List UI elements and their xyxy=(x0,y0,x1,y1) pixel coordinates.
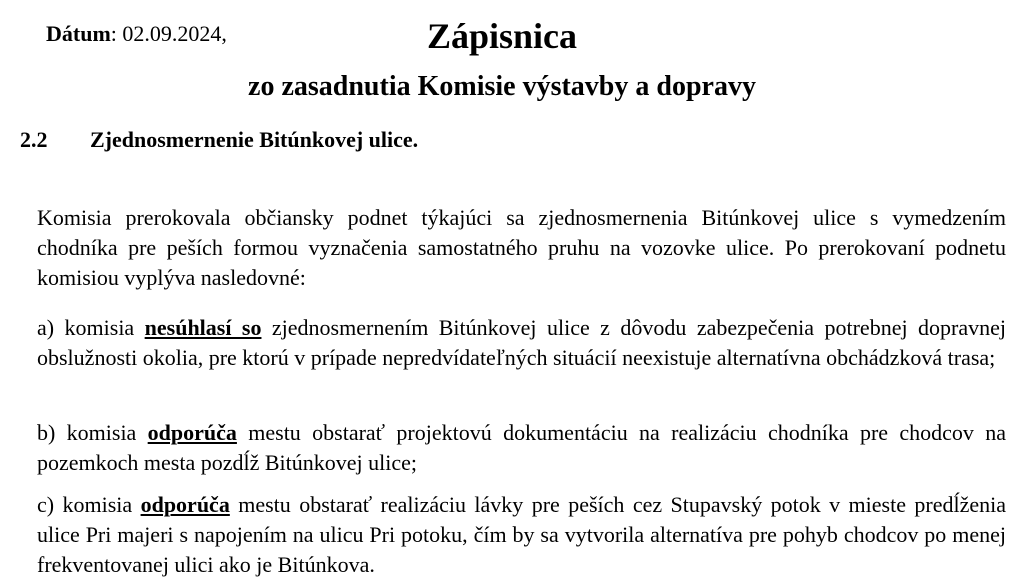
document-title: Zápisnica xyxy=(426,16,578,56)
point-b-emphasis: odporúča xyxy=(147,420,237,445)
section-number: 2.2 xyxy=(20,127,48,152)
paragraph-point-a xyxy=(37,313,1006,373)
point-c-emphasis: odporúča xyxy=(140,492,230,517)
point-c-prefix: c) komisia xyxy=(37,492,141,517)
paragraph-point-b xyxy=(37,418,1006,478)
paragraph-point-c xyxy=(37,490,1006,580)
section-heading xyxy=(20,126,418,154)
document-subtitle: zo zasadnutia Komisie výstavby a dopravy xyxy=(248,71,756,102)
point-a-prefix: a) komisia xyxy=(37,315,145,340)
date-label: Dátum xyxy=(46,21,111,46)
section-title: Zjednosmernenie Bitúnkovej ulice. xyxy=(90,127,419,152)
point-c-text: mestu obstarať realizáciu lávky pre peších cez Stupavský potok v mieste predĺženia ulice Pri majeri s napojením na ulicu Pri potoku, čím by sa vytvorila alternatíva pre pohyb chodcov po menej frekventovanej ulici ako je Bitúnkova. xyxy=(37,492,1006,577)
point-a-emphasis: nesúhlasí so xyxy=(144,315,262,340)
point-a-text: zjednosmernením Bitúnkovej ulice z dôvodu zabezpečenia potrebnej dopravnej obslužnosti okolia, pre ktorú v prípade nepredvídateľných situácií neexistuje alternatívna obchádzková trasa; xyxy=(37,315,1006,370)
point-b-text: mestu obstarať projektovú dokumentáciu na realizáciu chodníka pre chodcov na pozemkoch mesta pozdĺž Bitúnkovej ulice; xyxy=(37,420,1006,475)
date-value: : 02.09.2024, xyxy=(110,21,227,46)
paragraph-intro: Komisia prerokovala občiansky podnet týkajúci sa zjednosmernenia Bitúnkovej ulice s vymedzením chodníka pre peších formou vyznačenia samostatného pruhu na vozovke ulice. Po prerokovaní podnetu komisiou vyplýva nasledovné: xyxy=(37,205,1006,290)
point-b-prefix: b) komisia xyxy=(37,420,148,445)
